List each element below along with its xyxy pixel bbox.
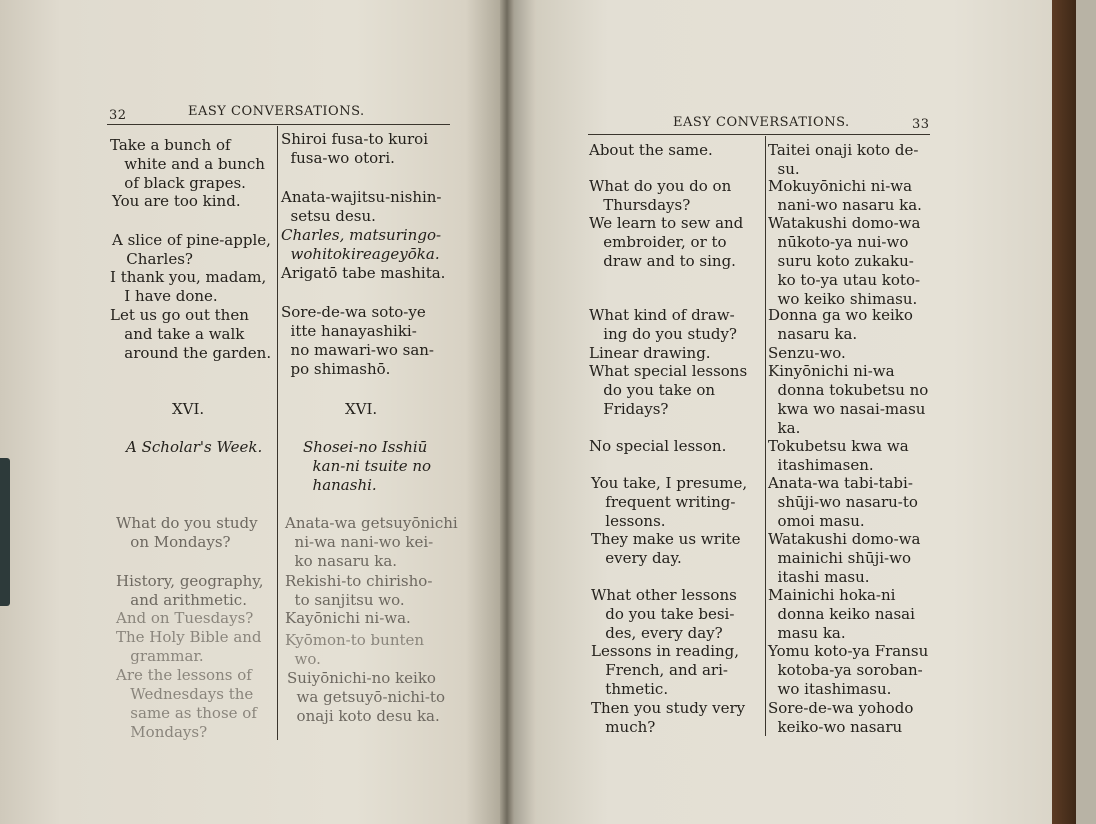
page-number-right: 33 [912,117,930,132]
running-head-left: EASY CONVERSATIONS. [188,104,365,119]
japanese-text: Yomu koto-ya Fransu kotoba-ya soroban- wo itashimasu. [768,642,929,698]
english-text: Are the lessons of Wednesdays the same as those of Mondays? [116,666,257,741]
japanese-text: Watakushi domo-wa mainichi shūji-wo itashi masu. [768,530,921,586]
book-gutter [500,0,514,824]
english-text: Lessons in reading, French, and ari- thmetic. [591,642,740,698]
column-divider-right [765,136,766,736]
japanese-text: Sore-de-wa yohodo keiko-wo nasaru [768,699,914,736]
english-text: History, geography, and arithmetic. [116,572,264,609]
english-text: What kind of draw- ing do you study? [589,306,737,343]
japanese-text: Kyōmon-to bunten wo. [285,631,425,668]
english-text: What special lessons do you take on Fridays? [589,362,748,418]
english-text: What do you study on Mondays? [116,514,258,551]
english-text: I thank you, madam, I have done. [110,268,267,305]
bookmark-tab [0,458,10,606]
section-title-jp: Shosei-no Isshiū kan-ni tsuite no hanashi. [303,438,432,494]
japanese-text: Mainichi hoka-ni donna keiko nasai masu ka. [768,586,915,642]
english-text: Linear drawing. [589,344,711,362]
english-text: And on Tuesdays? [116,609,254,627]
japanese-text: Sore-de-wa soto-ye itte hanayashiki- no mawari-wo san- po shimashō. [281,303,434,378]
english-text: What other lessons do you take besi- des, every day? [591,586,737,642]
japanese-text: Anata-wa tabi-tabi- shūji-wo nasaru-to omoi masu. [768,474,918,530]
japanese-text: Rekishi-to chirisho- to sanjitsu wo. [285,572,433,609]
english-text: You are too kind. [112,192,241,210]
english-text: We learn to sew and embroider, or to draw and to sing. [589,214,744,270]
running-head-right: EASY CONVERSATIONS. [673,115,850,130]
english-text: You take, I presume, frequent writing- lessons. [591,474,748,530]
section-number-en: XVI. [172,400,205,418]
page-number-left: 32 [109,108,127,123]
english-text: About the same. [589,141,713,159]
japanese-text: Kayōnichi ni-wa. [285,609,411,627]
japanese-text: Shiroi fusa-to kuroi fusa-wo otori. [281,130,428,167]
english-text: Take a bunch of white and a bunch of black grapes. [110,136,265,192]
header-rule-left [107,124,450,125]
column-divider-left [277,126,278,740]
japanese-text: Kinyōnichi ni-wa donna tokubetsu no kwa wo nasai-masu ka. [768,362,929,437]
section-number-jp: XVI. [345,400,378,418]
japanese-text: Anata-wajitsu-nishin- setsu desu. [281,188,442,225]
english-text: Then you study very much? [591,699,746,736]
background-strip [1076,0,1096,824]
japanese-text: Arigatō tabe mashita. [281,264,446,282]
japanese-text: Charles, matsuringo- wohitokireageyōka. [281,226,442,263]
header-rule-right [588,134,930,135]
english-text: What do you do on Thursdays? [589,177,732,214]
japanese-text: Suiyōnichi-no keiko wa getsuyō-nichi-to onaji koto desu ka. [287,669,445,725]
section-title-en: A Scholar's Week. [126,438,263,456]
japanese-text: Anata-wa getsuyōnichi ni-wa nani-wo kei- ko nasaru ka. [285,514,458,570]
japanese-text: Taitei onaji koto de- su. [768,141,919,178]
japanese-text: Tokubetsu kwa wa itashimasen. [768,437,909,474]
japanese-text: Watakushi domo-wa nūkoto-ya nui-wo suru koto zukaku- ko to-ya utau koto- wo keiko shimasu. [768,214,921,308]
japanese-text: Senzu-wo. [768,344,846,362]
japanese-text: Donna ga wo keiko nasaru ka. [768,306,913,343]
english-text: No special lesson. [589,437,727,455]
english-text: The Holy Bible and grammar. [116,628,262,665]
english-text: They make us write every day. [591,530,741,567]
english-text: Let us go out then and take a walk around the garden. [110,306,272,362]
japanese-text: Mokuyōnichi ni-wa nani-wo nasaru ka. [768,177,922,214]
english-text: A slice of pine-apple, Charles? [112,231,271,268]
